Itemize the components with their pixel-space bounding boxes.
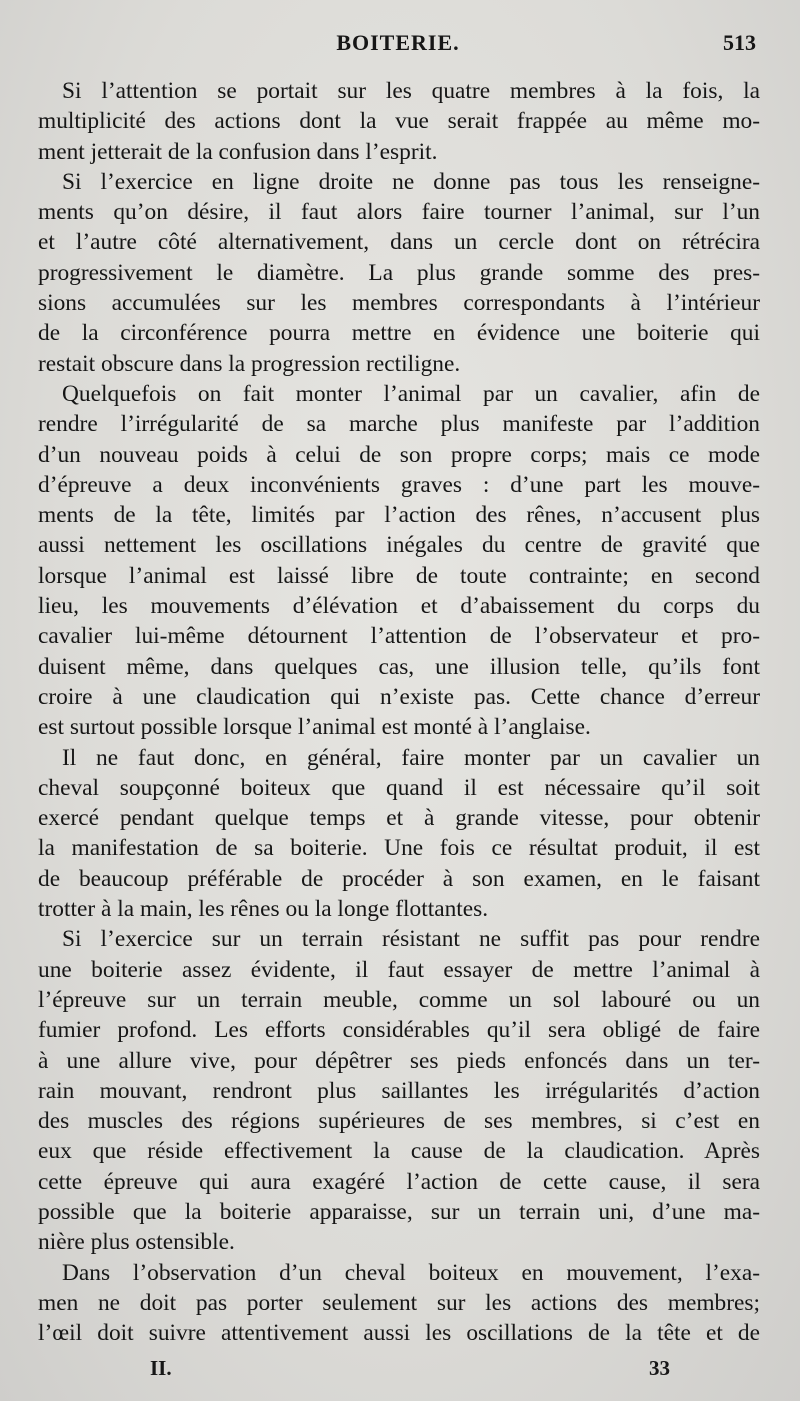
text-line: de beaucoup préférable de procéder à son examen, en le faisant [38,865,760,892]
text-line: lorsque l’animal est laissé libre de toute contrainte; en second [38,562,760,589]
text-line: cette épreuve qui aura exagéré l’action de cette cause, il sera [38,1168,760,1195]
text-line: trotter à la main, les rênes ou la longe flottantes. [38,896,489,923]
text-line: fumier profond. Les efforts considérables qu’il sera obligé de faire [38,1017,760,1044]
signature-mark: II. [150,1356,172,1380]
text-line: une boiterie assez évidente, il faut essayer de mettre l’animal à [38,956,760,983]
running-head [40,30,756,64]
text-line: ments de la tête, limités par l’action des rênes, n’accusent plus [38,502,760,529]
text-line: multiplicité des actions dont la vue serait frappée au même mo- [38,108,760,135]
text-line: eux que réside effectivement la cause de la claudication. Après [38,1138,760,1165]
text-line: croire à une claudication qui n’existe pas. Cette chance d’erreur [38,683,760,710]
text-line: des muscles des régions supérieures de ses membres, si c’est en [38,1108,760,1135]
text-line: Quelquefois on fait monter l’animal par un cavalier, afin de [62,380,760,407]
text-line: aussi nettement les oscillations inégales du centre de gravité que [38,532,760,559]
text-line: Si l’attention se portait sur les quatre membres à la fois, la [62,78,760,104]
text-line: ments qu’on désire, il faut alors faire tourner l’animal, sur l’un [38,199,760,226]
text-line: l’épreuve sur un terrain meuble, comme un sol labouré ou un [38,986,760,1013]
paragraph [38,743,760,925]
text-line: Si l’exercice en ligne droite ne donne pas tous les renseigne- [62,168,760,195]
text-line: d’un nouveau poids à celui de son propre corps; mais ce mode [38,441,760,468]
sheet-number: 33 [649,1356,670,1380]
paragraph [38,924,760,1257]
text-line: nière plus ostensible. [38,1229,235,1256]
page-number: 513 [723,30,756,55]
text-line: possible que la boiterie apparaisse, sur un terrain uni, d’une ma- [38,1198,760,1225]
paragraph [38,1258,760,1349]
paragraph [38,76,760,167]
text-line: à une allure vive, pour dépêtrer ses pieds enfoncés dans un ter- [38,1047,760,1074]
text-line: et l’autre côté alternativement, dans un cercle dont on rétrécira [38,229,760,256]
text-line: Dans l’observation d’un cheval boiteux en mouvement, l’exa- [62,1259,760,1286]
text-line: exercé pendant quelque temps et à grande vitesse, pour obtenir [38,805,760,832]
body-text [38,76,760,1348]
text-line: la manifestation de sa boiterie. Une fois ce résultat produit, il est [38,835,760,862]
text-line: d’épreuve a deux inconvénients graves : d’une part les mouve- [38,471,760,498]
text-line: sions accumulées sur les membres correspondants à l’intérieur [38,290,760,317]
page-footer [150,1356,670,1386]
text-line: l’œil doit suivre attentivement aussi les oscillations de la tête et de [38,1320,760,1347]
text-line: rain mouvant, rendront plus saillantes les irrégularités d’action [38,1077,760,1104]
text-line: men ne doit pas porter seulement sur les actions des membres; [38,1289,760,1316]
text-line: est surtout possible lorsque l’animal est monté à l’anglaise. [38,714,591,741]
text-line: ment jetterait de la confusion dans l’esprit. [38,138,438,165]
text-line: progressivement le diamètre. La plus grande somme des pres- [38,259,760,286]
paragraph [38,379,760,743]
text-line: de la circonférence pourra mettre en évidence une boiterie qui [38,320,760,347]
text-line: lieu, les mouvements d’élévation et d’abaissement du corps du [38,593,760,620]
paragraph [38,167,760,379]
text-line: cheval soupçonné boiteux que quand il est nécessaire qu’il soit [38,774,760,801]
text-line: Il ne faut donc, en général, faire monter par un cavalier un [62,744,760,771]
text-line: cavalier lui-même détournent l’attention de l’observateur et pro- [38,623,760,650]
text-line: Si l’exercice sur un terrain résistant ne suffit pas pour rendre [62,926,760,953]
running-title: BOITERIE. [336,30,460,55]
text-line: restait obscure dans la progression rectiligne. [38,350,461,377]
text-line: duisent même, dans quelques cas, une illusion telle, qu’ils font [38,653,760,680]
text-line: rendre l’irrégularité de sa marche plus manifeste par l’addition [38,411,760,438]
